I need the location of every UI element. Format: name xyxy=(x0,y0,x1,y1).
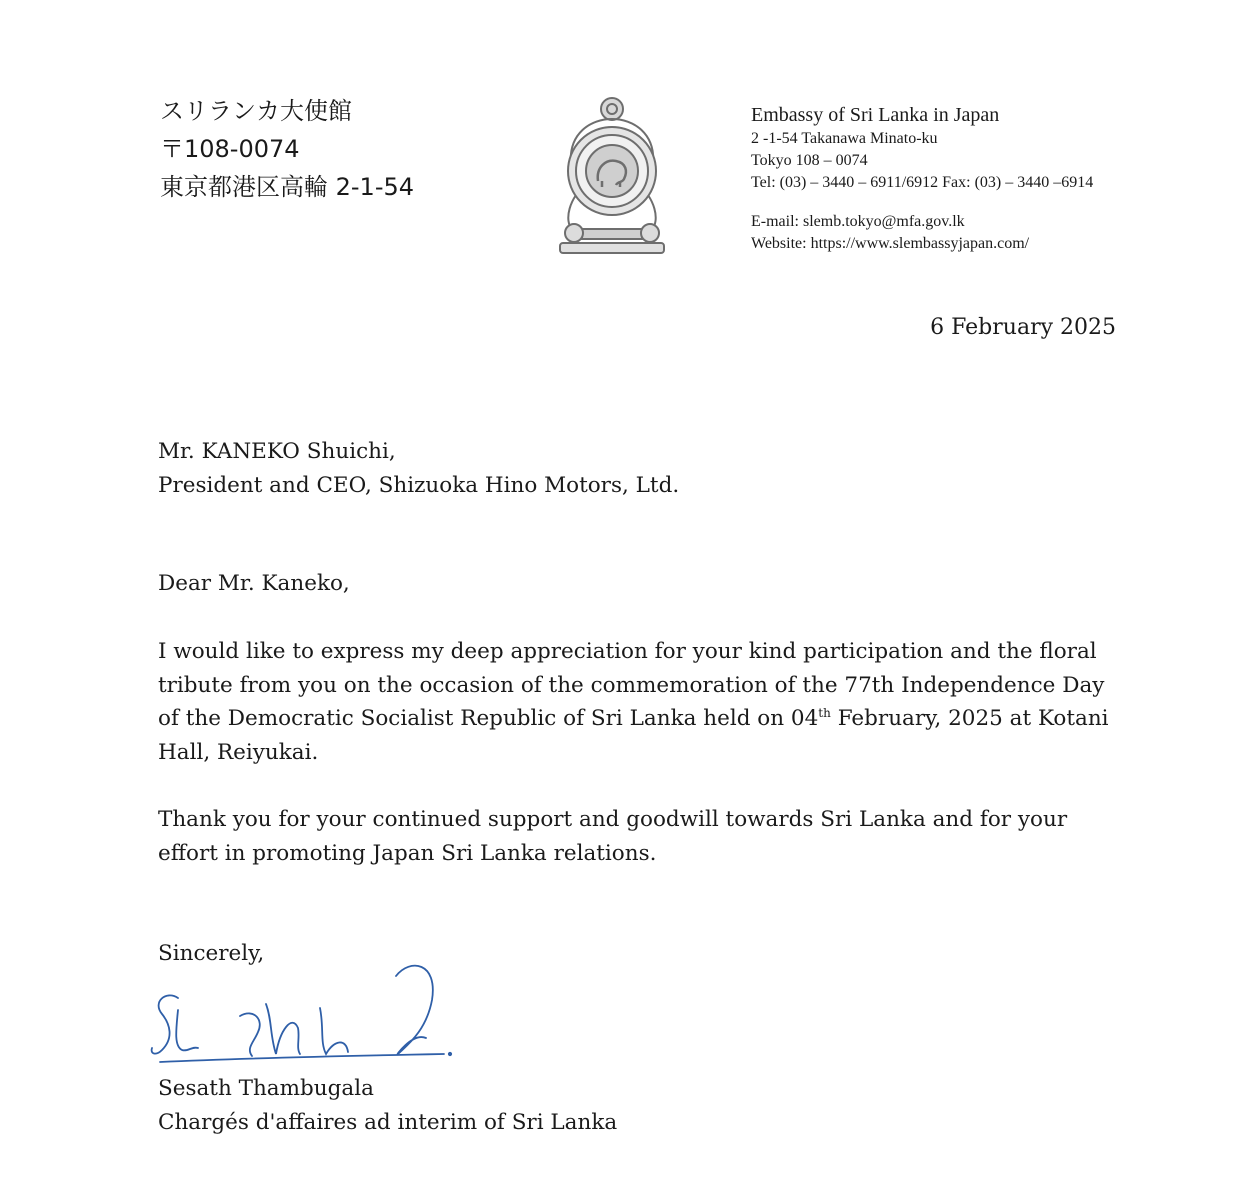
paragraph1-line: Hall, Reiyukai. xyxy=(158,739,319,765)
paragraph2-line: effort in promoting Japan Sri Lanka relations. xyxy=(158,840,657,866)
paragraph-thanks xyxy=(158,803,1120,870)
embassy-name: Embassy of Sri Lanka in Japan xyxy=(751,104,1000,126)
signer-name: Sesath Thambugala xyxy=(158,1076,374,1101)
recipient xyxy=(158,435,1120,502)
email: E-mail: slemb.tokyo@mfa.gov.lk xyxy=(751,213,965,230)
recipient-title: President and CEO, Shizuoka Hino Motors, Ltd. xyxy=(158,472,680,498)
ordinal-suffix: th xyxy=(818,706,831,720)
paragraph1-line xyxy=(158,702,1120,736)
sri-lanka-national-emblem-icon xyxy=(556,95,668,257)
japanese-postal-code: 〒108-0074 xyxy=(160,135,300,163)
paragraph-appreciation xyxy=(158,635,1120,769)
paragraph1-line: tribute from you on the occasion of the commemoration of the 77th Independence Day xyxy=(158,672,1105,698)
salutation: Dear Mr. Kaneko, xyxy=(158,571,350,596)
paragraph2-line: Thank you for your continued support and goodwill towards Sri Lanka and for your xyxy=(158,807,1068,832)
signatory xyxy=(158,1072,1120,1139)
japanese-address: 東京都港区高輪 2-1-54 xyxy=(160,173,415,201)
english-letterhead xyxy=(751,102,1093,255)
website: Website: https://www.slembassyjapan.com/ xyxy=(751,235,1030,252)
japanese-embassy-name: スリランカ大使館 xyxy=(160,97,352,125)
signer-title: Chargés d'affaires ad interim of Sri Lanka xyxy=(158,1109,618,1135)
address-line-1: 2 -1-54 Takanawa Minato-ku xyxy=(751,130,938,147)
paragraph1-text: February, 2025 at Kotani xyxy=(830,706,1109,731)
japanese-letterhead xyxy=(160,92,414,206)
recipient-name: Mr. KANEKO Shuichi, xyxy=(158,439,396,464)
address-line-2: Tokyo 108 – 0074 xyxy=(751,152,868,169)
handwritten-signature xyxy=(148,950,468,1080)
paragraph1-text: of the Democratic Socialist Republic of Sri Lanka held on 04 xyxy=(158,706,819,731)
phone-fax: Tel: (03) – 3440 – 6911/6912 Fax: (03) – 3440 –6914 xyxy=(751,174,1094,191)
paragraph1-line: I would like to express my deep appreciation for your kind participation and the floral xyxy=(158,639,1097,664)
closing: Sincerely, xyxy=(158,941,265,966)
letter-date: 6 February 2025 xyxy=(930,315,1116,340)
